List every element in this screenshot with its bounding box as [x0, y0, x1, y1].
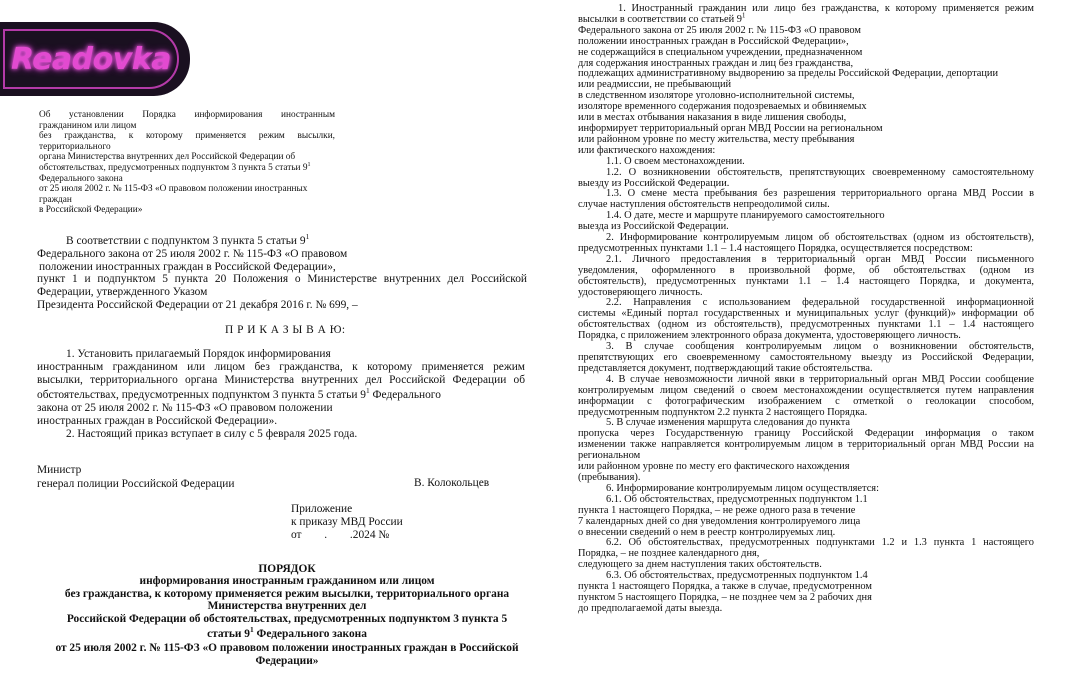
document-header — [39, 110, 335, 216]
body-line: для содержания иностранных граждан и лиц без гражданства, — [578, 57, 854, 69]
body-line: выезду из Российской Федерации. — [578, 177, 730, 189]
order-line: высылки, территориального органа Министерства внутренних дел Российской Федерации об — [37, 373, 525, 386]
body-line: 5. В случае изменения маршрута следования до пункта — [606, 417, 850, 429]
preamble-line: Федерации, утвержденного Указом — [37, 286, 208, 299]
body-line: 1. Иностранный гражданин или лицо без гражданства, к которому применяется режим — [618, 3, 1034, 14]
order-line: обстоятельствах, предусмотренных подпунктом 3 пункта 5 статьи $9^1$ Федерального — [37, 386, 441, 402]
body-line: о внесении сведений о нем в реестр контролируемых лиц. — [578, 526, 836, 538]
header-line: Об установлении Порядка информирования иностранным — [39, 110, 335, 120]
body-line: 6.3. Об обстоятельствах, предусмотренных подпунктом 1.4 — [606, 570, 868, 582]
body-line: уведомления, оформленного в произвольной форме, об обстоятельствах (одном из — [578, 264, 1034, 276]
appendix-line: от . .2024 № — [291, 528, 390, 541]
order-line: закона от 25 июля 2002 г. № 115-ФЗ «О правовом положении — [37, 402, 333, 415]
signature-rank: генерал полиции Российской Федерации — [37, 477, 235, 490]
preamble-line: В соответствии с подпунктом 3 пункта 5 статьи $9^1$ — [66, 232, 310, 247]
preamble-line: положении иностранных граждан в Российской Федерации», — [39, 260, 336, 273]
header-line: обстоятельствах, предусмотренных подпунктом 3 пункта 5 статьи $9^1$ — [39, 161, 311, 173]
body-line: или реадмиссии, не пребывающий — [578, 79, 732, 91]
preamble-line: Президента Российской Федерации от 21 декабря 2016 г. № 699, – — [37, 298, 358, 311]
header-line: без гражданства, к которому применяется режим высылки, — [39, 131, 335, 142]
appendix-block — [291, 503, 491, 541]
body-line: 4. В случае невозможности личной явки в территориальный орган МВД России сообщение — [606, 373, 1034, 385]
body-line: информации с фотографическим изображением с отметкой о геолокации способом, — [578, 395, 1034, 407]
body-line: препятствующих его своевременному самостоятельному выезду из Российской Федерации, — [578, 352, 1034, 363]
body-line: случае наступления обстоятельств непреодолимой силы. — [578, 199, 830, 211]
procedure-line: статьи $9^1$ Федерального закона — [207, 625, 367, 641]
body-line: системы «Единый портал государственных и муниципальных услуг (функций)» информации об — [578, 308, 1034, 320]
body-line: изоляторе временного содержания подозреваемых и обвиняемых — [578, 101, 867, 113]
header-line: Федерального закона — [39, 173, 123, 184]
body-line: пункта 1 настоящего Порядка, – не реже одного раза в течение — [578, 504, 856, 516]
body-line: Порядка, – не позднее календарного дня, — [578, 548, 760, 560]
body-line: или в местах отбывания наказания в виде лишения свободы, — [578, 112, 847, 124]
body-line: обстоятельств), предусмотренных пунктами 1.1 – 1.4 настоящего Порядка, и документа, — [578, 275, 1034, 287]
body-line: удостоверяющего личность. — [578, 286, 703, 298]
body-line: информирует территориальный орган МВД России на региональном — [578, 122, 883, 134]
body-line: или районном уровне по месту жительства, месту пребывания — [578, 133, 855, 145]
order-line: 1. Установить прилагаемый Порядок информирования — [66, 348, 331, 360]
body-line: 1.3. О смене места пребывания без разрешения территориального органа МВД России в — [606, 188, 1034, 200]
header-line: в Российской Федерации» — [39, 205, 143, 216]
preamble-line: Федерального закона от 25 июля 2002 г. № 115-ФЗ «О правовом — [37, 247, 348, 260]
body-line: 1.2. О возникновении обстоятельств, препятствующих своевременному самостоятельному — [606, 166, 1034, 178]
body-line: пропуска через Государственную границу Российской Федерации информация о таком — [578, 428, 1034, 440]
body-line: 2. Информирование контролируемым лицом об обстоятельствах (одном из обстоятельств), — [606, 232, 1034, 244]
body-line: 2.2. Направления с использованием федеральной государственной информационной — [606, 297, 1034, 309]
body-line: представляется документ, подтверждающий такие обстоятельства. — [578, 362, 873, 374]
body-line: (пребывания). — [578, 471, 641, 483]
body-line: высылки в соответствии со статьей $9^1$ — [578, 12, 746, 25]
body-line: Порядка, с приложением электронного образа документа, удостоверяющего личность. — [578, 330, 961, 342]
header-line: территориального — [39, 141, 111, 152]
procedure-line: от 25 июля 2002 г. № 115-ФЗ «О правовом положении иностранных граждан в Российской — [55, 642, 519, 655]
body-line: или районном уровне по месту его фактического нахождения — [578, 461, 850, 473]
body-line: 3. В случае сообщения контролируемым лицом о возникновении обстоятельств, — [606, 341, 1034, 353]
procedure-line: Министерства внутренних дел — [207, 600, 367, 613]
body-line: 7 календарных дней со дня уведомления контролируемого лица — [578, 515, 861, 527]
order-line: 2. Настоящий приказ вступает в силу с 5 февраля 2025 года. — [66, 427, 358, 440]
body-line: 6.2. Об обстоятельствах, предусмотренных подпунктами 1.2 и 1.3 пункта 1 настоящего — [606, 537, 1034, 549]
body-line: 1.4. О дате, месте и маршруте планируемого самостоятельного — [606, 210, 885, 222]
procedure-line: ПОРЯДОК — [258, 563, 316, 575]
body-line: следующего за днем наступления таких обстоятельств. — [578, 559, 822, 571]
body-line: контролируемым лицом сведений о своем местонахождении осуществляется путем направления — [578, 384, 1034, 396]
body-line: региональном — [578, 450, 641, 462]
body-line: до предполагаемой даты выезда. — [578, 602, 723, 614]
body-line: подлежащих административному выдворению за пределы Российской Федерации, депортации — [578, 68, 999, 80]
procedure-body — [578, 4, 1034, 615]
logo-text: Readovka — [10, 41, 172, 77]
signature-title: Министр — [37, 464, 82, 476]
procedure-line: Федерации» — [255, 654, 319, 667]
body-line: не содержащийся в специальном учреждении, предназначенном — [578, 46, 863, 58]
order-items — [37, 348, 525, 441]
procedure-line: Российской Федерации об обстоятельствах, предусмотренных подпунктом 3 пункта 5 — [66, 612, 508, 625]
order-line: иностранным гражданином или лицом без гражданства, к которому применяется режим — [37, 360, 525, 373]
order-line: иностранных граждан в Российской Федерации». — [37, 414, 278, 427]
body-line: 6. Информирование контролируемым лицом осуществляется: — [606, 482, 879, 494]
body-line: обстоятельствах (одном из обстоятельств), предусмотренных пунктами 1.1 – 1.4 настоящего — [578, 319, 1034, 331]
procedure-line: информирования иностранным гражданином или лицом — [139, 575, 435, 588]
body-line: Федерального закона от 25 июля 2002 г. № 115-ФЗ «О правовом — [578, 24, 861, 36]
readovka-logo — [0, 22, 190, 96]
body-line: пункта 1 настоящего Порядка, а также в случае, предусмотренном — [578, 581, 872, 593]
logo-frame — [3, 29, 179, 89]
body-line: в следственном изоляторе уголовно-исполнительной системы, — [578, 90, 855, 102]
header-line: от 25 июля 2002 г. № 115-ФЗ «О правовом положении иностранных — [39, 184, 308, 195]
body-line: или фактического нахождения: — [578, 144, 716, 156]
appendix-line: Приложение — [291, 503, 353, 515]
header-line: гражданином или лицом — [39, 120, 137, 131]
body-line: 2.1. Личного предоставления в территориальный орган МВД России письменного — [606, 253, 1034, 265]
body-line: предусмотренных пунктами 1.1 – 1.4 настоящего Порядка, осуществляется посредством: — [578, 242, 973, 254]
body-line: 6.1. Об обстоятельствах, предусмотренных подпунктом 1.1 — [606, 493, 868, 505]
preamble-line: пункт 1 и подпунктом 5 пункта 20 Положения о Министерстве внутренних дел Российской — [37, 273, 527, 286]
procedure-line: без гражданства, к которому применяется режим высылки, территориального органа — [64, 587, 510, 600]
body-line: предусмотренным подпунктом 2.2 пункта 2 настоящего Порядка. — [578, 406, 868, 418]
preamble — [37, 232, 527, 312]
header-line: органа Министерства внутренних дел Российской Федерации об — [39, 152, 296, 163]
signature-name: В. Колокольцев — [414, 477, 490, 489]
header-line: граждан — [39, 194, 72, 205]
body-line: выезда из Российской Федерации. — [578, 221, 729, 233]
body-line: положении иностранных граждан в Российской Федерации», — [578, 35, 849, 47]
body-line: пунктом 5 настоящего Порядка, – не позднее чем за 2 рабочих дня — [578, 591, 872, 603]
appendix-line: к приказу МВД России — [291, 515, 403, 528]
order-word: П Р И К А З Ы В А Ю: — [225, 324, 346, 336]
body-line: 1.1. О своем местонахождении. — [606, 155, 745, 167]
procedure-title — [27, 563, 547, 667]
body-line: изменении также направляется контролируемым лицом в территориальный орган МВД России на — [578, 439, 1034, 451]
